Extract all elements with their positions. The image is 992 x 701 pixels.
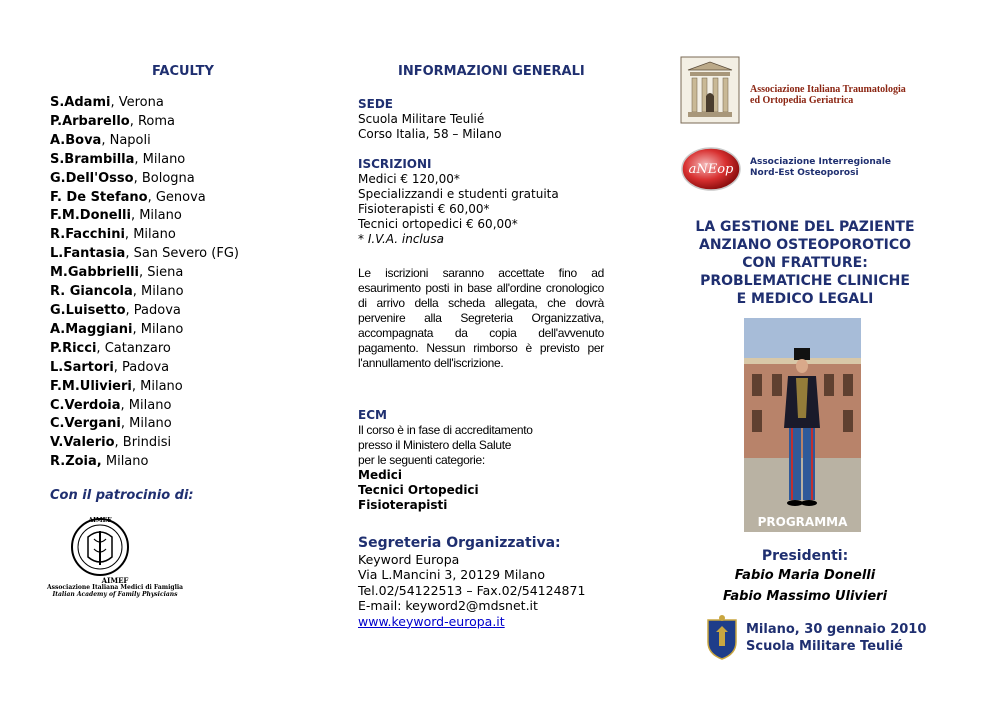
fee-line: Fisioterapisti € 60,00* — [358, 202, 490, 216]
fee-line: Specializzandi e studenti gratuita — [358, 187, 559, 201]
ecm-line: presso il Ministero della Salute — [358, 438, 512, 452]
faculty-member: F.M.Ulivieri, Milano — [50, 378, 183, 394]
segreteria-line: E-mail: keyword2@mdsnet.it — [358, 598, 538, 613]
faculty-member-city: Roma — [137, 113, 176, 129]
faculty-member: F. De Stefano, Genova — [50, 189, 206, 205]
faculty-member: R.Facchini, Milano — [50, 227, 176, 243]
faculty-member-name: F.M.Donelli — [50, 208, 131, 224]
ecm-category: Medici — [358, 468, 403, 482]
faculty-member-city: Napoli — [109, 132, 151, 148]
faculty-member-city: Genova — [155, 189, 206, 205]
aneop-logo — [680, 146, 742, 192]
aimef-logo — [68, 513, 132, 577]
segreteria-line: Keyword Europa — [358, 551, 460, 567]
faculty-title: FACULTY — [152, 64, 214, 79]
iscrizioni-section — [358, 157, 606, 247]
cadet-photo — [744, 318, 861, 532]
faculty-member-city: Milano — [133, 227, 176, 243]
ecm-category: Fisioterapisti — [358, 498, 448, 512]
faculty-member-city: Verona — [118, 95, 164, 110]
segreteria-section — [358, 536, 606, 629]
segreteria-line: Tel.02/54122513 – Fax.02/54124871 — [358, 582, 586, 598]
faculty-member: V.Valerio, Brindisi — [50, 435, 172, 451]
faculty-member-city: San Severo (FG) — [133, 246, 239, 262]
segreteria-line: Via L.Mancini 3, 20129 Milano — [358, 567, 545, 582]
faculty-member: S.Brambilla, Milano — [50, 151, 186, 167]
faculty-member-name: M.Gabbrielli — [50, 265, 139, 281]
faculty-member-city: Brindisi — [122, 435, 172, 451]
iva-note: * I.V.A. inclusa — [358, 232, 444, 246]
faculty-member-name: C.Vergani — [50, 416, 121, 432]
iscrizioni-heading: ISCRIZIONI — [358, 157, 432, 171]
faculty-member-name: A.Bova — [50, 132, 102, 148]
faculty-member: A.Bova, Napoli — [50, 132, 151, 148]
faculty-member-name: A.Maggiani — [50, 321, 133, 337]
faculty-member-name: R. Giancola — [50, 284, 133, 300]
faculty-member-city: Catanzaro — [104, 340, 171, 356]
aiotg-line2: ed Ortopedia Geriatrica — [750, 95, 854, 106]
aiotg-line1: Associazione Italiana Traumatologia — [750, 84, 906, 95]
event-venue: Scuola Militare Teulié — [746, 639, 903, 654]
faculty-member-city: Milano — [142, 151, 186, 167]
faculty-member: R. Giancola, Milano — [50, 284, 184, 300]
patronage-label: Con il patrocinio di: — [50, 488, 194, 503]
faculty-member-name: R.Facchini — [50, 227, 125, 243]
faculty-member: C.Verdoia, Milano — [50, 397, 172, 413]
faculty-member: G.Luisetto, Padova — [50, 302, 181, 318]
faculty-member-name: F.M.Ulivieri — [50, 378, 132, 394]
ecm-line: Il corso è in fase di accreditamento — [358, 423, 533, 437]
programma-label: PROGRAMMA — [757, 515, 848, 529]
faculty-member: G.Dell'Osso, Bologna — [50, 170, 195, 186]
aimef-name — [40, 577, 190, 598]
faculty-member-city: Bologna — [141, 170, 195, 186]
segreteria-heading: Segreteria Organizzativa: — [358, 535, 561, 551]
faculty-member-city: Milano — [129, 416, 172, 432]
aimef-acronym: AIMEF — [101, 576, 129, 585]
president-name: Fabio Massimo Ulivieri — [722, 589, 888, 604]
info-title: INFORMAZIONI GENERALI — [398, 64, 585, 79]
faculty-member: M.Gabbrielli, Siena — [50, 265, 184, 281]
ecm-category: Tecnici Ortopedici — [358, 483, 479, 497]
faculty-member: P.Ricci, Catanzaro — [50, 340, 171, 356]
faculty-member-name: P.Arbarello — [50, 113, 130, 129]
faculty-member: P.Arbarello, Roma — [50, 113, 176, 129]
sede-line2: Corso Italia, 58 – Milano — [358, 127, 502, 141]
fee-line: Medici € 120,00* — [358, 172, 460, 186]
title-line: CON FRATTURE: — [742, 255, 868, 271]
faculty-member-name: L.Fantasia — [50, 246, 126, 262]
faculty-member-name: C.Verdoia — [50, 397, 121, 413]
faculty-member-name: F. De Stefano — [50, 189, 148, 205]
title-line: LA GESTIONE DEL PAZIENTE — [695, 219, 915, 235]
faculty-list — [50, 94, 239, 472]
aiotg-logo — [680, 56, 740, 124]
faculty-member: A.Maggiani, Milano — [50, 321, 184, 337]
faculty-member-city: Padova — [122, 359, 170, 375]
faculty-member-city: Milano — [141, 284, 184, 300]
aneop-line2: Nord-Est Osteoporosi — [750, 168, 859, 178]
sede-line1: Scuola Militare Teulié — [358, 112, 485, 126]
title-line: ANZIANO OSTEOPOROTICO — [698, 237, 912, 253]
faculty-member-city: Milano — [140, 321, 184, 337]
title-line: PROBLEMATICHE CLINICHE — [700, 273, 910, 289]
faculty-member-name: G.Dell'Osso — [50, 170, 134, 186]
faculty-member-name: G.Luisetto — [50, 302, 126, 318]
faculty-member-name: S.Adami — [50, 95, 111, 110]
faculty-member-city: Milano — [128, 397, 172, 413]
fee-line: Tecnici ortopedici € 60,00* — [358, 217, 518, 231]
faculty-member-name: S.Brambilla — [50, 151, 135, 167]
event-info — [746, 621, 926, 655]
ecm-section — [358, 408, 606, 513]
faculty-member: S.Adami, Verona — [50, 95, 164, 110]
aneop-line1: Associazione Interregionale — [750, 157, 892, 167]
aimef-name-it: Associazione Italiana Medici di Famiglia — [46, 584, 184, 591]
iscrizioni-policy: Le iscrizioni saranno accettate fino ad esaurimento posti in base all'ordine cronologico di arrivo della scheda allegata, che dovrà pervenire alla Segreteria Organizzativa, accompagnata da copia dell'avvenuto pagamento. Nessun rimborso è previsto per l'annullamento dell'iscrizione. — [358, 266, 604, 370]
svg-text:aNEop: aNEop — [688, 162, 734, 177]
faculty-member — [50, 453, 239, 472]
faculty-member: F.M.Donelli, Milano — [50, 208, 182, 224]
faculty-member-city: Padova — [133, 302, 181, 318]
aiotg-name — [750, 84, 906, 106]
faculty-member-name: L.Sartori — [50, 359, 114, 375]
presidents-label: Presidenti: — [761, 548, 849, 564]
faculty-member-city: Milano — [139, 208, 182, 224]
sede-section — [358, 97, 606, 142]
aimef-name-en: Italian Academy of Family Physicians — [52, 591, 178, 598]
faculty-member: L.Sartori, Padova — [50, 359, 170, 375]
faculty-member-city: Milano — [140, 378, 183, 394]
website-link[interactable]: www.keyword-europa.it — [358, 613, 505, 629]
svg-text:AIMEF: AIMEF — [88, 517, 112, 524]
brochure-title — [680, 218, 930, 308]
faculty-member: C.Vergani, Milano — [50, 416, 172, 432]
faculty-member-city: Siena — [147, 265, 184, 281]
event-date: Milano, 30 gennaio 2010 — [746, 622, 927, 637]
faculty-member: L.Fantasia, San Severo (FG) — [50, 246, 239, 262]
faculty-member-name: V.Valerio — [50, 435, 115, 451]
school-crest-icon — [706, 614, 738, 660]
title-line: E MEDICO LEGALI — [736, 291, 874, 307]
faculty-member-name: R.Zoia, — [50, 454, 102, 470]
faculty-member-name: P.Ricci — [50, 340, 97, 356]
aneop-name — [750, 157, 891, 179]
faculty-member-city: Milano — [105, 454, 149, 470]
president-name: Fabio Maria Donelli — [734, 568, 876, 583]
ecm-line: per le seguenti categorie: — [358, 453, 485, 467]
sede-heading: SEDE — [358, 97, 393, 111]
ecm-heading: ECM — [358, 408, 387, 422]
